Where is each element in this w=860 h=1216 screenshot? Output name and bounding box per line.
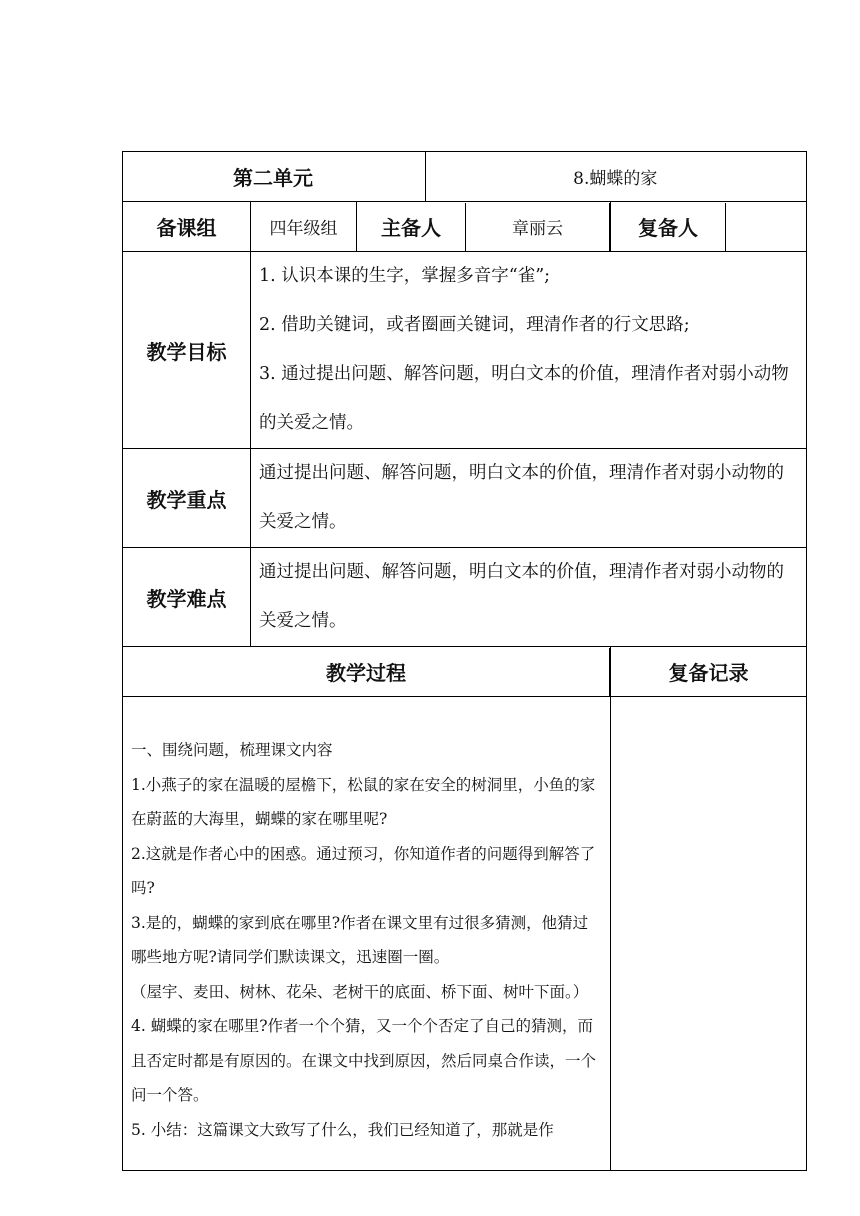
group-value: 四年级组 — [251, 202, 357, 252]
lead-value: 章丽云 — [466, 203, 610, 251]
review-value — [726, 203, 806, 251]
lesson-title: 8.蝴蝶的家 — [573, 169, 658, 189]
process-line: 一、围绕问题，梳理课文内容 — [131, 741, 333, 759]
lesson-title-cell — [573, 152, 807, 202]
difficulty-label: 教学难点 — [123, 548, 251, 647]
lesson-plan-sheet — [122, 151, 806, 1155]
goal-item: 1. 认识本课的生字，掌握多音字“雀”; — [259, 266, 551, 286]
lead-label: 主备人 — [357, 203, 466, 251]
review-label: 复备人 — [611, 203, 726, 251]
group-label: 备课组 — [123, 202, 251, 252]
record-content — [611, 697, 807, 1171]
focus-content — [251, 449, 807, 548]
process-line: 5. 小结：这篇课文大致写了什么，我们已经知道了，那就是作 — [131, 1120, 554, 1139]
process-line: （屋宇、麦田、树林、花朵、老树干的底面、桥下面、树叶下面。） — [131, 982, 589, 1001]
focus-text: 通过提出问题、解答问题，明白文本的价值，理清作者对弱小动物的关爱之情。 — [259, 463, 784, 532]
lesson-plan-table — [122, 151, 807, 1171]
focus-label: 教学重点 — [123, 449, 251, 548]
header-row — [123, 152, 807, 202]
process-label-cell — [123, 647, 611, 697]
process-line: 3.是的，蝴蝶的家到底在哪里?作者在课文里有过很多猜测，他猜过哪些地方呢?请同学们默读课文，迅速圈一圈。 — [131, 913, 589, 966]
record-label: 复备记录 — [611, 647, 807, 697]
goals-label: 教学目标 — [123, 252, 251, 449]
goals-content — [251, 252, 807, 449]
focus-row — [123, 449, 807, 548]
goals-row — [123, 252, 807, 449]
review-cell — [611, 202, 807, 252]
goal-item: 3. 通过提出问题、解答问题，明白文本的价值，理清作者对弱小动物的关爱之情。 — [259, 364, 789, 433]
process-header-row — [123, 647, 807, 697]
difficulty-row — [123, 548, 807, 647]
process-line: 4. 蝴蝶的家在哪里?作者一个个猜，又一个个否定了自己的猜测，而且否定时都是有原因的。在课文中找到原因，然后同桌合作读，一个问一个答。 — [131, 1017, 597, 1104]
difficulty-text: 通过提出问题、解答问题，明白文本的价值，理清作者对弱小动物的关爱之情。 — [259, 562, 784, 631]
goal-item: 2. 借助关键词，或者圈画关键词，理清作者的行文思路; — [259, 315, 690, 335]
process-content — [123, 697, 611, 1171]
unit-title: 第二单元 — [233, 166, 313, 190]
difficulty-content — [251, 548, 807, 647]
prep-row — [123, 202, 807, 252]
process-line: 1.小燕子的家在温暖的屋檐下，松鼠的家在安全的树洞里，小鱼的家在蔚蓝的大海里，蝴蝶的家在哪里呢? — [131, 775, 596, 828]
lead-label-cell — [357, 202, 611, 252]
process-body-row — [123, 697, 807, 1171]
process-label: 教学过程 — [123, 648, 610, 696]
process-line: 2.这就是作者心中的困惑。通过预习，你知道作者的问题得到解答了吗? — [131, 844, 596, 897]
